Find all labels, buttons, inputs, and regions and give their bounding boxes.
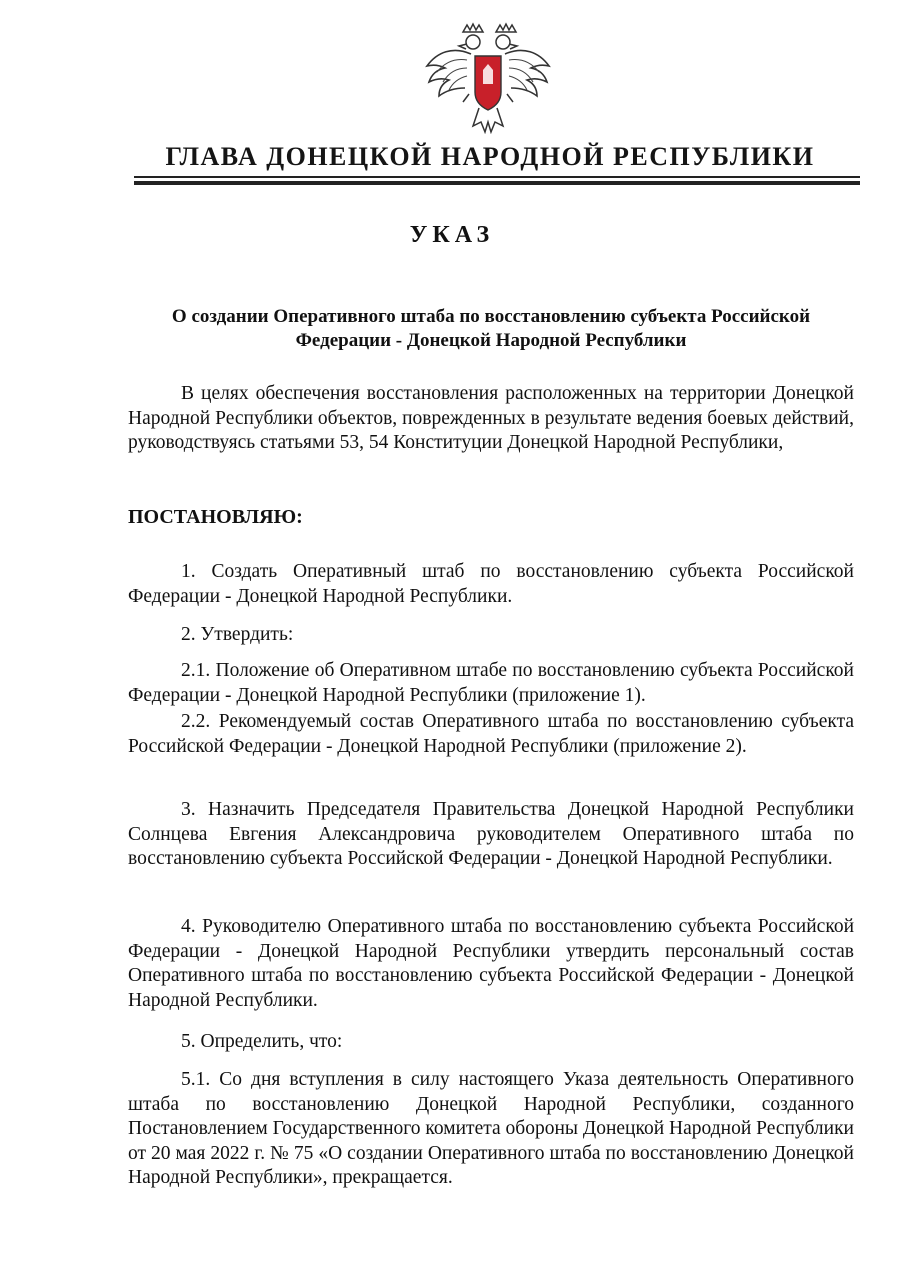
document-type: УКАЗ: [409, 222, 495, 248]
header-divider-thick: [134, 181, 860, 185]
decree-word: ПОСТАНОВЛЯЮ:: [128, 506, 303, 528]
coat-of-arms-icon: [423, 22, 553, 134]
item-5-1: 5.1. Со дня вступления в силу настоящего Указа деятельность Оперативного штаба по восстановлению Донецкой Народной Республики, созданного Постановлением Государственного комитета обороны Донецкой Народной Республики от 20 мая 2022 г. № 75 «О создании Оперативного штаба по восстановлению Донецкой Народной Республики», прекращается.: [128, 1069, 854, 1188]
title-line-2: Федерации - Донецкой Народной Республики: [295, 330, 687, 351]
item-1: 1. Создать Оперативный штаб по восстановлению субъекта Российской Федерации - Донецкой Народной Республики.: [128, 561, 854, 607]
header-divider-thin: [134, 176, 860, 178]
item-2: 2. Утвердить:: [181, 624, 294, 645]
title-line-1: О создании Оперативного штаба по восстановлению субъекта Российской: [171, 306, 811, 327]
item-5: 5. Определить, что:: [181, 1031, 343, 1052]
item-4: 4. Руководителю Оперативного штаба по восстановлению субъекта Российской Федерации - Донецкой Народной Республики утвердить персональный состав Оперативного штаба по восстановлению субъекта Российской Федерации - Донецкой Народной Республики.: [128, 916, 854, 1011]
document-title: [128, 305, 854, 353]
item-2-2: 2.2. Рекомендуемый состав Оперативного штаба по восстановлению субъекта Российской Федерации - Донецкой Народной Республики (приложение 2).: [128, 711, 854, 757]
item-3: 3. Назначить Председателя Правительства Донецкой Народной Республики Солнцева Евгения Александровича руководителем Оперативного штаба по восстановлению субъекта Российской Федерации - Донецкой Народной Республики.: [128, 799, 854, 869]
item-2-1: 2.1. Положение об Оперативном штабе по восстановлению субъекта Российской Федерации - Донецкой Народной Республики (приложение 1).: [128, 660, 854, 706]
preamble-paragraph: В целях обеспечения восстановления расположенных на территории Донецкой Народной Республики объектов, поврежденных в результате ведения боевых действий, руководствуясь статьями 53, 54 Конституции Донецкой Народной Республики,: [128, 383, 854, 453]
issuing-authority: ГЛАВА ДОНЕЦКОЙ НАРОДНОЙ РЕСПУБЛИКИ: [165, 142, 815, 171]
